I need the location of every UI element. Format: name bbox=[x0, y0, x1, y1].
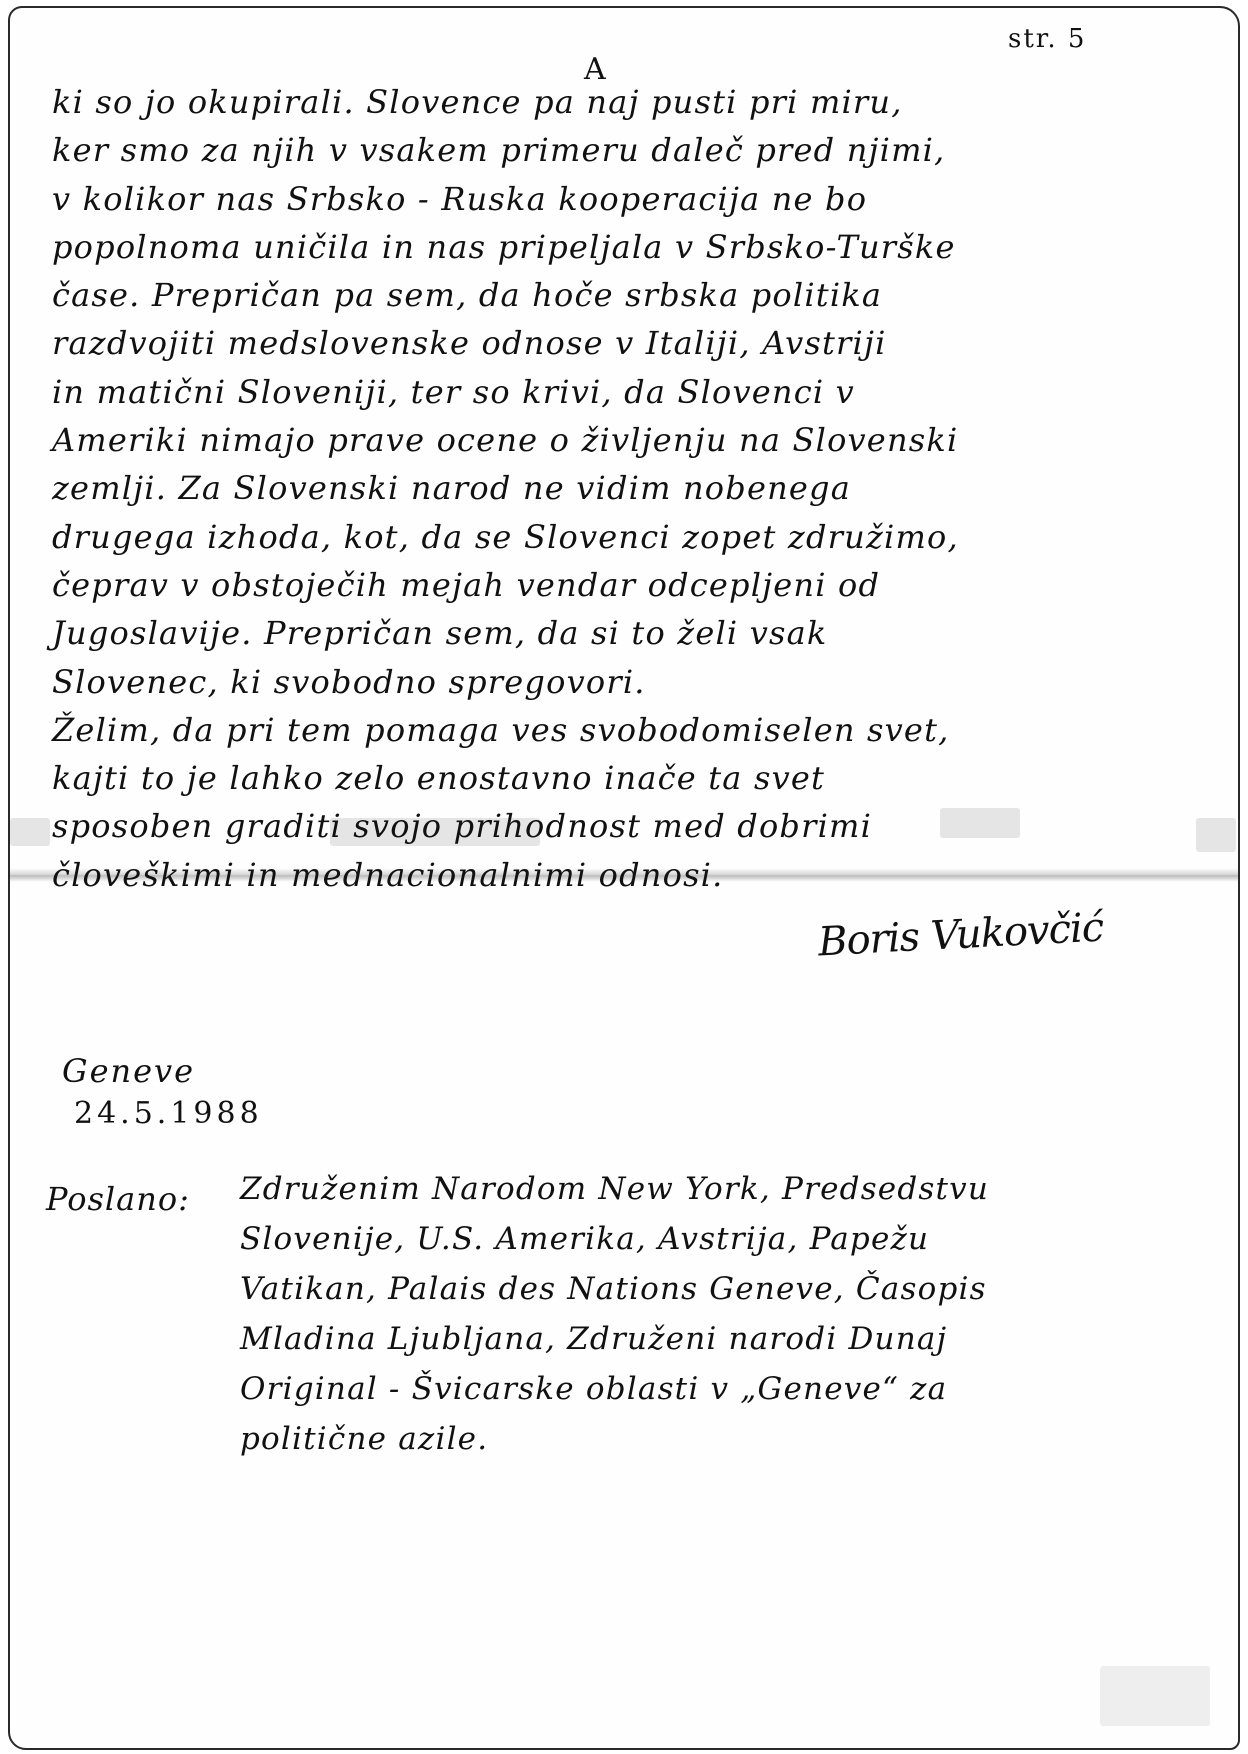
body-line: Želim, da pri tem pomaga ves svobodomiselen svet, bbox=[52, 710, 950, 749]
recipients-line: politične azile. bbox=[240, 1421, 489, 1457]
body-line: čase. Prepričan pa sem, da hoče srbska politika bbox=[52, 276, 883, 315]
body-line: drugega izhoda, kot, da se Slovenci zopet združimo, bbox=[52, 517, 959, 556]
signature: Boris Vukovčić bbox=[816, 904, 1105, 966]
recipients-line: Mladina Ljubljana, Združeni narodi Dunaj bbox=[240, 1321, 948, 1357]
paper-stain bbox=[1100, 1666, 1210, 1726]
recipients-line: Slovenije, U.S. Amerika, Avstrija, Papežu bbox=[240, 1221, 930, 1257]
letter-date: 24.5.1988 bbox=[74, 1096, 263, 1131]
sent-to-label: Poslano: bbox=[46, 1180, 190, 1218]
body-line: razdvojiti medslovenske odnose v Italiji, Avstriji bbox=[52, 324, 887, 363]
recipients-line: Združenim Narodom New York, Predsedstvu bbox=[240, 1171, 990, 1207]
top-mark: A bbox=[584, 52, 606, 87]
place-name: Geneve bbox=[62, 1052, 196, 1090]
body-line: sposoben graditi svojo prihodnost med dobrimi bbox=[52, 807, 873, 846]
body-line: človeškimi in mednacionalnimi odnosi. bbox=[52, 855, 724, 894]
body-line: čeprav v obstoječih mejah vendar odcepljeni od bbox=[52, 565, 881, 604]
body-line: ki so jo okupirali. Slovence pa naj pusti pri miru, bbox=[52, 83, 903, 121]
recipients-line: Vatikan, Palais des Nations Geneve, Časopis bbox=[240, 1271, 987, 1307]
body-line: Ameriki nimajo prave ocene o življenju na Slovenski bbox=[52, 421, 959, 460]
body-line: ker smo za njih v vsakem primeru daleč pred njimi, bbox=[52, 131, 946, 170]
body-line: v kolikor nas Srbsko - Ruska kooperacija ne bo bbox=[52, 179, 868, 218]
recipients-list bbox=[240, 1164, 1220, 1464]
letter-body bbox=[52, 78, 1220, 899]
page-number: str. 5 bbox=[1008, 24, 1087, 54]
recipients-line: Original - Švicarske oblasti v „Geneve“ za bbox=[240, 1371, 948, 1407]
body-line: popolnoma uničila in nas pripeljala v Srbsko-Turške bbox=[52, 227, 956, 266]
body-line: zemlji. Za Slovenski narod ne vidim nobenega bbox=[52, 469, 852, 508]
tape-mark bbox=[10, 818, 50, 846]
body-line: Slovenec, ki svobodno spregovori. bbox=[52, 662, 646, 701]
body-line: Jugoslavije. Prepričan sem, da si to želi vsak bbox=[52, 614, 828, 653]
body-line: kajti to je lahko zelo enostavno inače ta svet bbox=[52, 759, 826, 798]
body-line: in matični Sloveniji, ter so krivi, da Slovenci v bbox=[52, 372, 855, 411]
